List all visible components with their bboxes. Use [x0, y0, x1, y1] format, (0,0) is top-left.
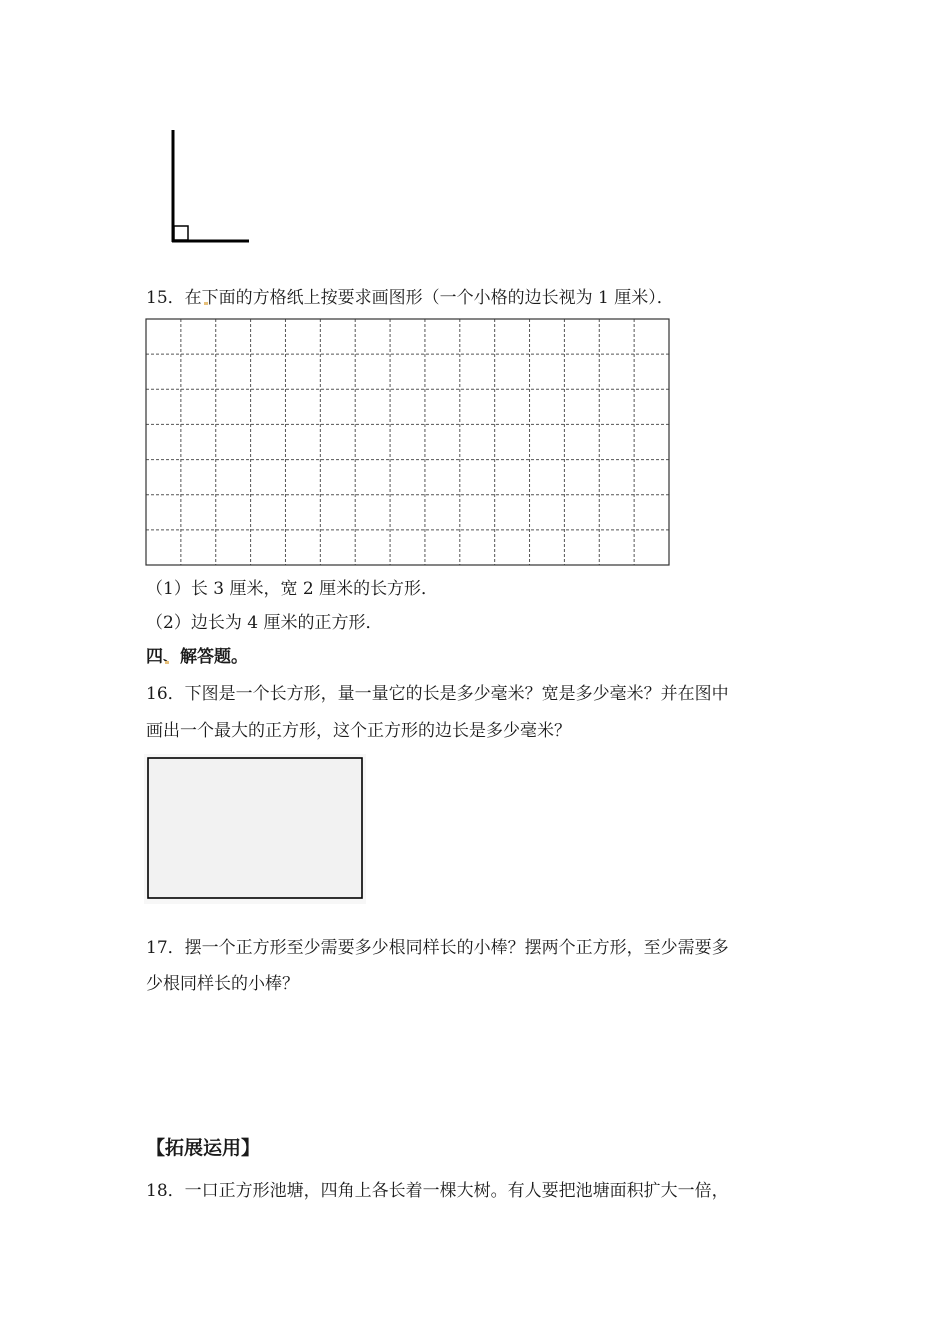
question-15-text: 15．在下面的方格纸上按要求画图形（一个小格的边长视为 1 厘米）．	[146, 288, 674, 308]
question-18-line-1: 18．一口正方形池塘，四角上各长着一棵大树。有人要把池塘面积扩大一倍，	[146, 1181, 729, 1201]
rectangle-figure	[144, 754, 366, 904]
extension-heading: 【拓展运用】	[146, 1137, 261, 1159]
question-15-part-2: （2）边长为 4 厘米的正方形．	[146, 613, 383, 633]
question-17-line-2: 少根同样长的小棒？	[146, 974, 299, 994]
square-grid-paper	[145, 318, 671, 568]
question-16-line-1: 16．下图是一个长方形，量一量它的长是多少毫米？宽是多少毫米？并在图中	[146, 684, 729, 704]
section-heading: 四、解答题。	[146, 647, 248, 667]
question-17-line-1: 17．摆一个正方形至少需要多少根同样长的小棒？摆两个正方形，至少需要多	[146, 938, 729, 958]
question-15-part-1: （1）长 3 厘米，宽 2 厘米的长方形．	[146, 579, 439, 599]
question-16-line-2: 画出一个最大的正方形，这个正方形的边长是多少毫米？	[146, 721, 571, 741]
grid-border	[146, 319, 669, 565]
right-angle-figure	[160, 125, 260, 250]
